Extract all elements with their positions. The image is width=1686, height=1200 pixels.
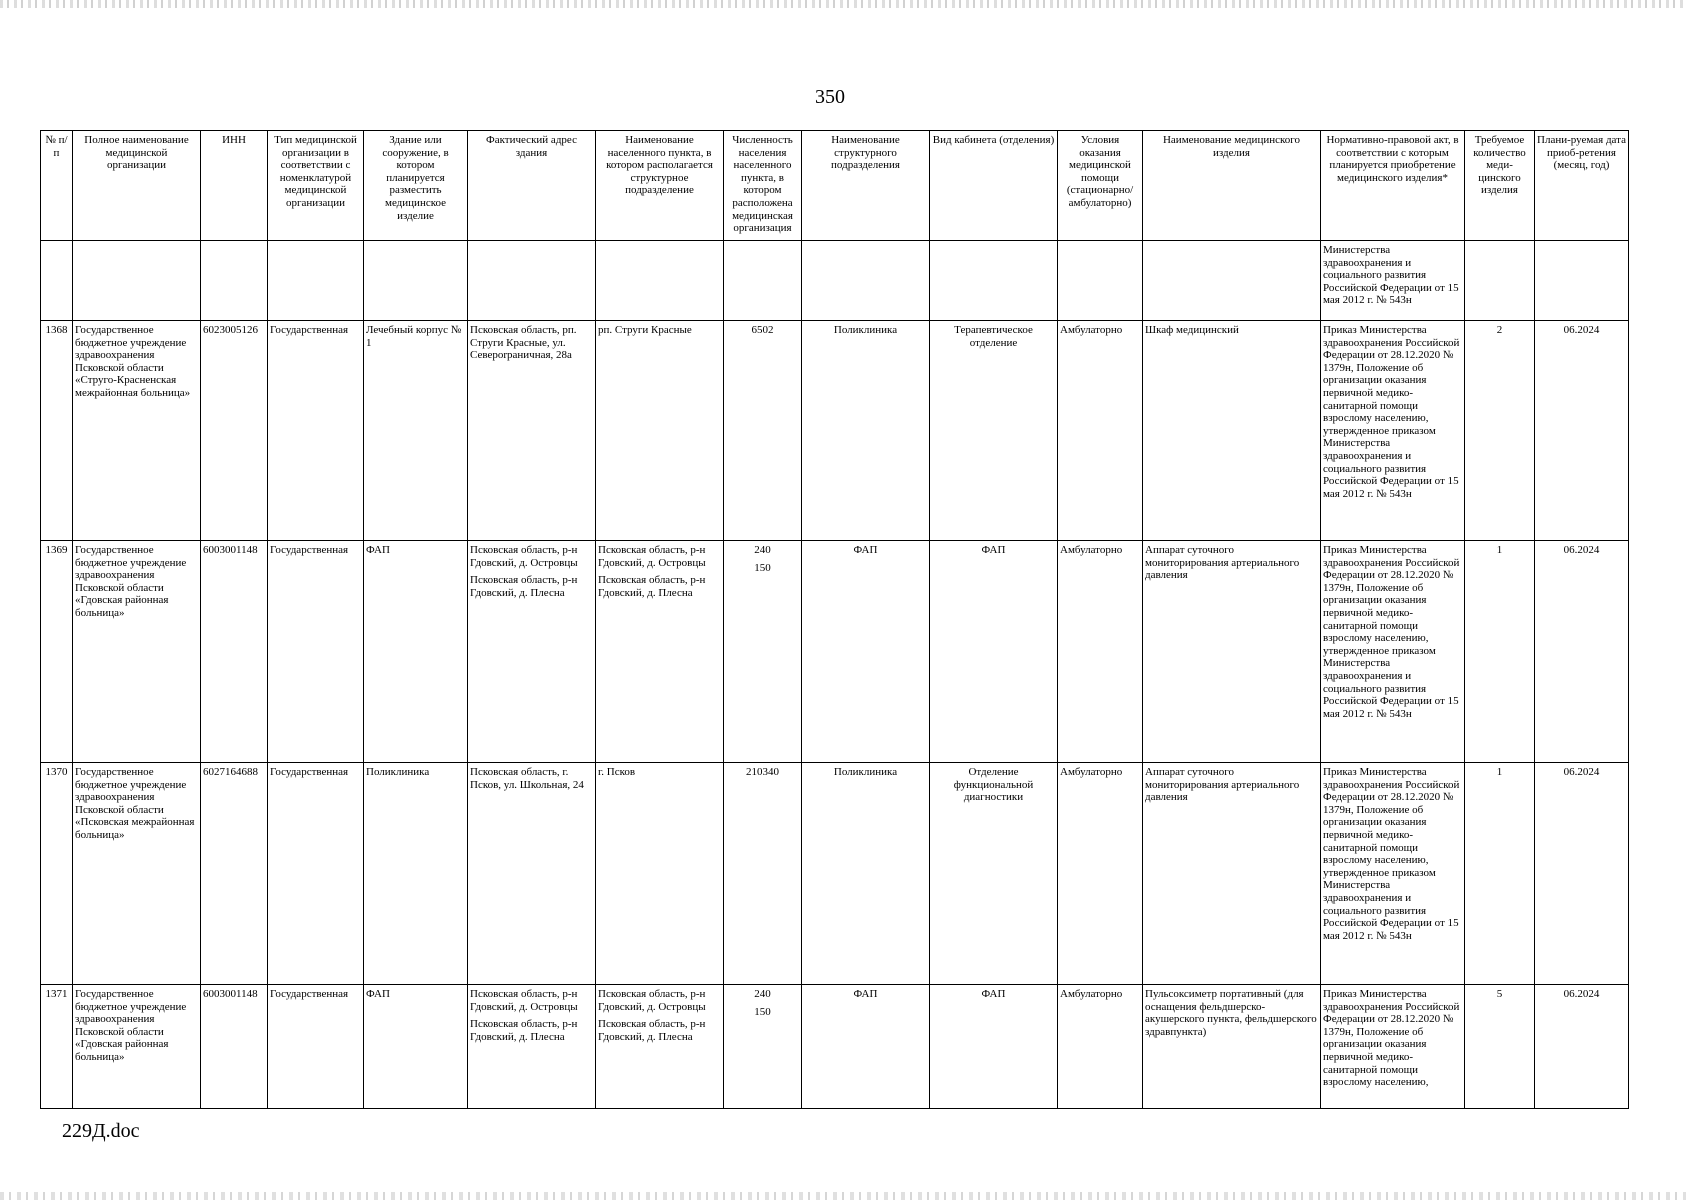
col-header-device: Наименование медицинского изделия: [1143, 131, 1321, 241]
device-cell: Пульсоксиметр портативный (для оснащения фельдшерско-акушерского пункта, фельдшерского здравпункта): [1143, 985, 1321, 1109]
population-cell: [724, 541, 802, 763]
col-header-inn: ИНН: [201, 131, 268, 241]
address-text: Псковская область, г. Псков, ул. Школьная, 24: [470, 766, 584, 791]
org-type-cell: Государственная: [268, 321, 364, 541]
continuation-row: [41, 241, 1629, 321]
conditions-cell: Амбулаторно: [1058, 321, 1143, 541]
settlement-text: Псковская область, р-н Гдовский, д. Островцы: [598, 544, 706, 569]
population-value: 240: [754, 544, 771, 556]
conditions-cell: Амбулаторно: [1058, 763, 1143, 985]
col-header-address: Фактический адрес здания: [468, 131, 596, 241]
row-num: 1371: [41, 985, 73, 1109]
settlement-text: г. Псков: [598, 766, 636, 778]
qty-cell: 2: [1465, 321, 1535, 541]
address-cell: [468, 763, 596, 985]
population-cell: [724, 321, 802, 541]
table-row: [41, 763, 1629, 985]
population-value: 6502: [751, 324, 774, 336]
unit-cell: Поликлиника: [802, 763, 930, 985]
population-cell: [724, 985, 802, 1109]
col-header-settlement: Наименование населенного пункта, в котором располагается структурное подразделение: [596, 131, 724, 241]
row-num: 1369: [41, 541, 73, 763]
population-value-secondary: 150: [754, 1005, 771, 1018]
address-cell: [468, 985, 596, 1109]
address-text: Псковская область, р-н Гдовский, д. Островцы: [470, 988, 578, 1013]
population-cell: [724, 763, 802, 985]
qty-cell: 5: [1465, 985, 1535, 1109]
cabinet-cell: ФАП: [930, 985, 1058, 1109]
address-cell: [468, 321, 596, 541]
continuation-act-cell: Министерства здравоохранения и социального развития Российской Федерации от 15 мая 2012 г. № 543н: [1321, 241, 1465, 321]
qty-cell: 1: [1465, 763, 1535, 985]
cabinet-cell: Отделение функциональной диагностики: [930, 763, 1058, 985]
scan-edge-top: [0, 0, 1686, 8]
org-type-cell: Государственная: [268, 763, 364, 985]
page-number: 350: [815, 86, 845, 108]
settlement-text-secondary: Псковская область, р-н Гдовский, д. Плесна: [598, 1018, 706, 1043]
table-row: [41, 985, 1629, 1109]
date-cell: 06.2024: [1535, 985, 1629, 1109]
col-header-building: Здание или сооружение, в котором планируется разместить медицинское изделие: [364, 131, 468, 241]
building-cell: ФАП: [364, 541, 468, 763]
cabinet-cell: Терапевтическое отделение: [930, 321, 1058, 541]
address-text-secondary: Псковская область, р-н Гдовский, д. Плесна: [470, 574, 578, 599]
address-text-secondary: Псковская область, р-н Гдовский, д. Плесна: [470, 1018, 578, 1043]
population-value-secondary: 150: [754, 561, 771, 574]
col-header-num: № п/п: [41, 131, 73, 241]
act-cell: Приказ Министерства здравоохранения Российской Федерации от 28.12.2020 № 1379н, Положение об организации оказания первичной медико-санитарной помощи взрослому населению,: [1321, 985, 1465, 1109]
conditions-cell: Амбулаторно: [1058, 985, 1143, 1109]
document-filename: 229Д.doc: [62, 1120, 140, 1142]
scan-edge-bottom: [0, 1192, 1686, 1200]
settlement-text: рп. Струги Красные: [598, 324, 692, 336]
inn-cell: 6003001148: [201, 985, 268, 1109]
org-name-cell: Государственное бюджетное учреждение здравоохранения Псковской области «Псковская межрайонная больница»: [73, 763, 201, 985]
address-cell: [468, 541, 596, 763]
device-cell: Аппарат суточного мониторирования артериального давления: [1143, 763, 1321, 985]
act-cell: Приказ Министерства здравоохранения Российской Федерации от 28.12.2020 № 1379н, Положение об организации оказания первичной медико-санитарной помощи взрослому населению, утвержденное приказом Министерства здравоохранения и социального развития Российской Федерации от 15 мая 2012 г. № 543н: [1321, 321, 1465, 541]
building-cell: ФАП: [364, 985, 468, 1109]
row-num: 1370: [41, 763, 73, 985]
device-cell: Аппарат суточного мониторирования артериального давления: [1143, 541, 1321, 763]
col-header-type: Тип медицинской организации в соответствии с номенклатурой медицинской организации: [268, 131, 364, 241]
act-cell: Приказ Министерства здравоохранения Российской Федерации от 28.12.2020 № 1379н, Положение об организации оказания первичной медико-санитарной помощи взрослому населению, утвержденное приказом Министерства здравоохранения и социального развития Российской Федерации от 15 мая 2012 г. № 543н: [1321, 763, 1465, 985]
address-text: Псковская область, р-н Гдовский, д. Островцы: [470, 544, 578, 569]
col-header-date: Плани-руемая дата приоб-ретения (месяц, год): [1535, 131, 1629, 241]
inn-cell: 6023005126: [201, 321, 268, 541]
unit-cell: ФАП: [802, 985, 930, 1109]
org-name-cell: Государственное бюджетное учреждение здравоохранения Псковской области «Гдовская районная больница»: [73, 985, 201, 1109]
equipment-registry-table: [40, 130, 1629, 1109]
act-cell: Приказ Министерства здравоохранения Российской Федерации от 28.12.2020 № 1379н, Положение об организации оказания первичной медико-санитарной помощи взрослому населению, утвержденное приказом Министерства здравоохранения и социального развития Российской Федерации от 15 мая 2012 г. № 543н: [1321, 541, 1465, 763]
header-row: [41, 131, 1629, 241]
unit-cell: Поликлиника: [802, 321, 930, 541]
date-cell: 06.2024: [1535, 321, 1629, 541]
qty-cell: 1: [1465, 541, 1535, 763]
org-name-cell: Государственное бюджетное учреждение здравоохранения Псковской области «Струго-Красненская межрайонная больница»: [73, 321, 201, 541]
org-name-cell: Государственное бюджетное учреждение здравоохранения Псковской области «Гдовская районная больница»: [73, 541, 201, 763]
org-type-cell: Государственная: [268, 985, 364, 1109]
device-cell: Шкаф медицинский: [1143, 321, 1321, 541]
col-header-act: Нормативно-правовой акт, в соответствии с которым планируется приобретение медицинского изделия*: [1321, 131, 1465, 241]
unit-cell: ФАП: [802, 541, 930, 763]
settlement-text: Псковская область, р-н Гдовский, д. Островцы: [598, 988, 706, 1013]
cabinet-cell: ФАП: [930, 541, 1058, 763]
date-cell: 06.2024: [1535, 541, 1629, 763]
inn-cell: 6003001148: [201, 541, 268, 763]
row-num: 1368: [41, 321, 73, 541]
conditions-cell: Амбулаторно: [1058, 541, 1143, 763]
settlement-text-secondary: Псковская область, р-н Гдовский, д. Плесна: [598, 574, 706, 599]
inn-cell: 6027164688: [201, 763, 268, 985]
population-value: 210340: [746, 766, 779, 778]
col-header-conditions: Условия оказания медицинской помощи (стационарно/ амбулаторно): [1058, 131, 1143, 241]
settlement-cell: [596, 985, 724, 1109]
building-cell: Лечебный корпус № 1: [364, 321, 468, 541]
address-text: Псковская область, рп. Струги Красные, ул. Североrраничная, 28а: [470, 324, 577, 362]
col-header-population: Численность населения населенного пункта, в котором расположена медицинская организация: [724, 131, 802, 241]
col-header-org: Полное наименование медицинской организации: [73, 131, 201, 241]
table-row: [41, 541, 1629, 763]
settlement-cell: [596, 321, 724, 541]
population-value: 240: [754, 988, 771, 1000]
settlement-cell: [596, 763, 724, 985]
col-header-qty: Требуемое количество меди-цинского изделия: [1465, 131, 1535, 241]
building-cell: Поликлиника: [364, 763, 468, 985]
settlement-cell: [596, 541, 724, 763]
col-header-cabinet: Вид кабинета (отделения): [930, 131, 1058, 241]
col-header-unit: Наименование структурного подразделения: [802, 131, 930, 241]
date-cell: 06.2024: [1535, 763, 1629, 985]
org-type-cell: Государственная: [268, 541, 364, 763]
table-row: [41, 321, 1629, 541]
